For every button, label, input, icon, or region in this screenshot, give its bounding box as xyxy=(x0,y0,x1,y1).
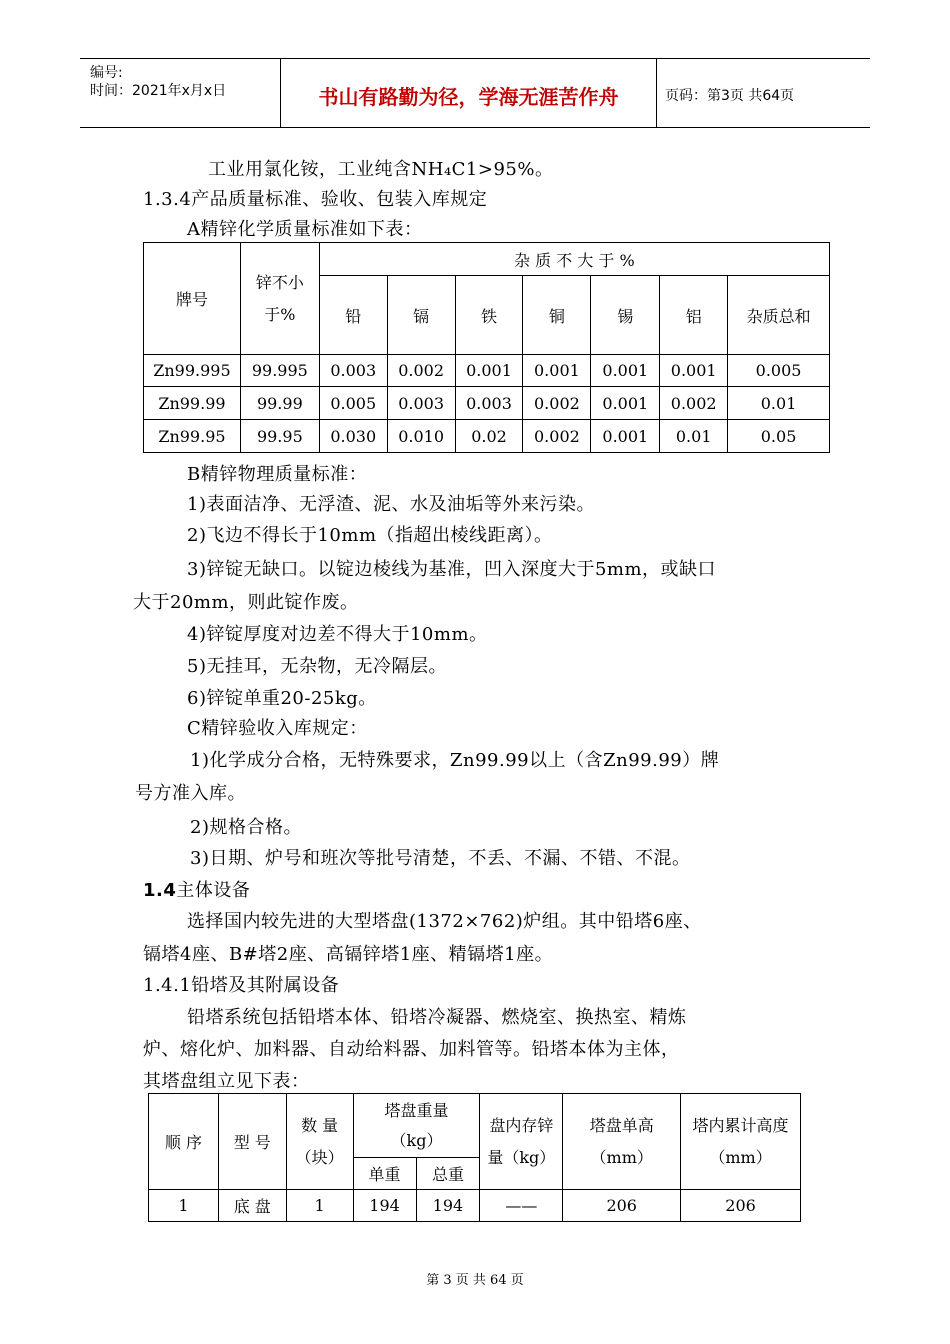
table-header-col: 锡 xyxy=(591,276,660,355)
header-page-info: 页码：第3页 共64页 xyxy=(665,88,795,104)
paragraph-line: 3)日期、炉号和班次等批号清楚，不丢、不漏、不错、不混。 xyxy=(190,848,691,869)
table-cell: 0.001 xyxy=(591,420,660,453)
table-cell: 0.05 xyxy=(728,420,830,453)
table-cell: 0.01 xyxy=(660,420,728,453)
table-row xyxy=(144,420,830,453)
zinc-chemical-standard-table xyxy=(143,242,830,453)
paragraph-line: 选择国内较先进的大型塔盘(1372×762)炉组。其中铅塔6座、 xyxy=(187,911,702,932)
table-header-impurity: 杂 质 不 大 于 % xyxy=(319,243,829,276)
section-title: 主体设备 xyxy=(176,880,251,901)
paragraph-line: 大于20mm，则此锭作废。 xyxy=(133,592,359,613)
table-cell: 0.003 xyxy=(455,387,523,420)
header-meta-cell xyxy=(80,59,281,127)
table-header-zinc-min: 锌不小 于% xyxy=(240,243,319,355)
table-header-col: 镉 xyxy=(387,276,455,355)
table-cell: 0.002 xyxy=(523,387,591,420)
table-header-zinc-stock: 盘内存锌 量（kg） xyxy=(480,1094,563,1190)
paragraph-line: B精锌物理质量标准： xyxy=(187,464,368,485)
section-heading: 1.3.4产品质量标准、验收、包装入库规定 xyxy=(143,189,488,210)
table-header-col: 杂质总和 xyxy=(728,276,830,355)
table-cell: 0.002 xyxy=(660,387,728,420)
paragraph-line: 2)飞边不得长于10mm（指超出棱线距离）。 xyxy=(187,525,553,546)
page-footer: 第 3 页 共 64 页 xyxy=(426,1273,524,1288)
header-motto-cell xyxy=(281,59,657,127)
paragraph-line: 工业用氯化铵，工业纯含NH₄C1>95%。 xyxy=(208,159,554,180)
table-cell: 0.001 xyxy=(455,355,523,387)
table-header-grade: 牌号 xyxy=(144,243,241,355)
table-header-col: 铝 xyxy=(660,276,728,355)
table-cell: —— xyxy=(480,1190,563,1222)
paragraph-line: 铅塔系统包括铅塔本体、铅塔冷凝器、燃烧室、换热室、精炼 xyxy=(187,1007,687,1028)
table-row xyxy=(144,387,830,420)
paragraph-line: 炉、熔化炉、加料器、自动给料器、加料管等。铅塔本体为主体， xyxy=(143,1039,680,1060)
table-cell: 底 盘 xyxy=(218,1190,286,1222)
table-row xyxy=(149,1190,801,1222)
paragraph-line: 3)锌锭无缺口。以锭边棱线为基准，凹入深度大于5mm，或缺口 xyxy=(187,559,717,580)
paragraph-line: 镉塔4座、B#塔2座、高镉锌塔1座、精镉塔1座。 xyxy=(143,944,554,965)
table-cell: 0.001 xyxy=(523,355,591,387)
table-header-model: 型 号 xyxy=(218,1094,286,1190)
paragraph-line: 1)化学成分合格，无特殊要求，Zn99.99以上（含Zn99.99）牌 xyxy=(190,750,720,771)
table-cell: 1 xyxy=(286,1190,353,1222)
table-cell: Zn99.99 xyxy=(144,387,241,420)
table-cell: 99.99 xyxy=(240,387,319,420)
paragraph-line: C精锌验收入库规定： xyxy=(187,718,368,739)
header-page-cell xyxy=(657,59,870,127)
table-cell: 0.003 xyxy=(319,355,387,387)
table-cell: 0.001 xyxy=(660,355,728,387)
paragraph-line: 5)无挂耳，无杂物，无冷隔层。 xyxy=(187,656,447,677)
header-motto: 书山有路勤为径，学海无涯苦作舟 xyxy=(318,85,619,109)
paragraph-line: 1)表面洁净、无浮渣、泥、水及油垢等外来污染。 xyxy=(187,494,595,515)
table-cell: 0.002 xyxy=(523,420,591,453)
table-cell: 0.010 xyxy=(387,420,455,453)
table-row xyxy=(144,355,830,387)
table-header-quantity: 数 量 （块） xyxy=(286,1094,353,1190)
section-number: 1.4 xyxy=(143,880,177,901)
section-heading: 1.4.1铅塔及其附属设备 xyxy=(143,975,340,996)
table-cell: 0.001 xyxy=(591,387,660,420)
table-cell: 0.005 xyxy=(319,387,387,420)
paragraph-line: 6)锌锭单重20-25kg。 xyxy=(187,688,377,709)
paragraph-line: 2)规格合格。 xyxy=(190,817,302,838)
table-header-col: 铜 xyxy=(523,276,591,355)
table-cell: Zn99.95 xyxy=(144,420,241,453)
table-cell: 0.01 xyxy=(728,387,830,420)
table-header-unit-weight: 单重 xyxy=(353,1158,416,1190)
table-cell: Zn99.995 xyxy=(144,355,241,387)
table-header-cumulative-height: 塔内累计高度 （mm） xyxy=(681,1094,801,1190)
table-header-plate-height: 塔盘单高 （mm） xyxy=(563,1094,681,1190)
table-cell: 0.02 xyxy=(455,420,523,453)
table-cell: 206 xyxy=(681,1190,801,1222)
table-header-col: 铁 xyxy=(455,276,523,355)
table-header-order: 顺 序 xyxy=(149,1094,219,1190)
table-cell: 206 xyxy=(563,1190,681,1222)
paragraph-line: 其塔盘组立见下表： xyxy=(143,1071,310,1092)
document-number-label: 编号: xyxy=(90,65,123,81)
table-cell: 0.002 xyxy=(387,355,455,387)
paragraph-line: 4)锌锭厚度对边差不得大于10mm。 xyxy=(187,624,488,645)
table-cell: 0.001 xyxy=(591,355,660,387)
table-cell: 0.005 xyxy=(728,355,830,387)
table-cell: 99.995 xyxy=(240,355,319,387)
table-cell: 99.95 xyxy=(240,420,319,453)
table-cell: 194 xyxy=(353,1190,416,1222)
table-cell: 0.030 xyxy=(319,420,387,453)
table-header-plate-weight: 塔盘重量 （kg） xyxy=(353,1094,480,1158)
table-header-col: 铅 xyxy=(319,276,387,355)
paragraph-line: 号方准入库。 xyxy=(135,783,246,804)
paragraph-line: A精锌化学质量标准如下表： xyxy=(187,219,423,240)
table-cell: 194 xyxy=(416,1190,480,1222)
table-header-total-weight: 总重 xyxy=(416,1158,480,1190)
document-time-label: 时间：2021年x月x日 xyxy=(90,83,227,99)
table-cell: 1 xyxy=(149,1190,219,1222)
page-header xyxy=(80,58,870,128)
section-heading xyxy=(143,876,250,902)
lead-tower-plate-table xyxy=(148,1093,801,1222)
table-cell: 0.003 xyxy=(387,387,455,420)
